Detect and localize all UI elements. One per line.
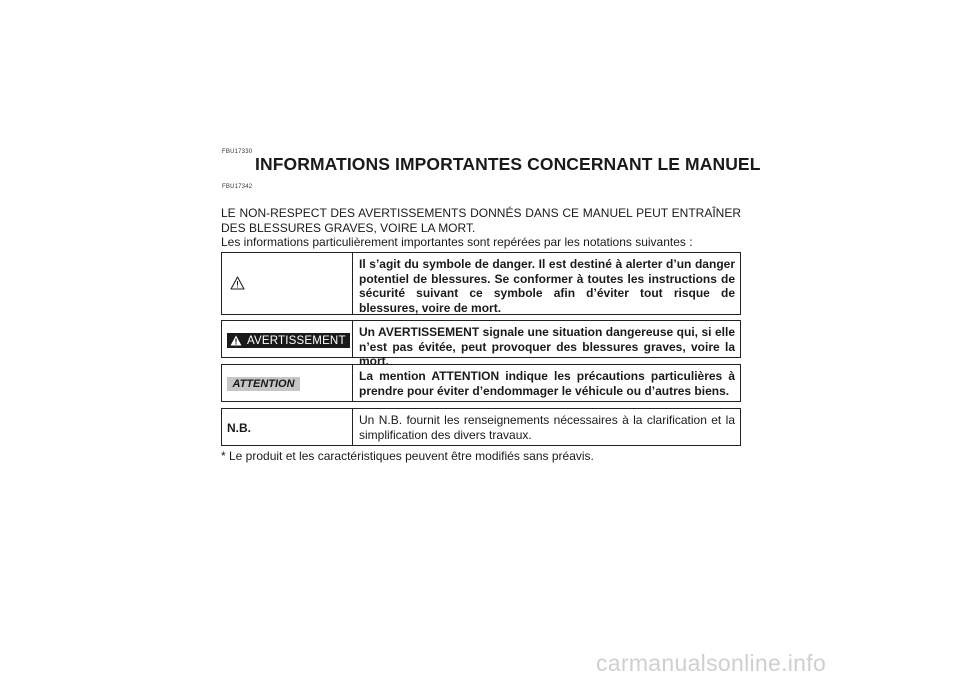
notation-symbol-cell xyxy=(222,365,353,401)
avertissement-badge xyxy=(227,333,350,348)
notation-symbol-cell xyxy=(222,321,353,357)
nb-label: N.B. xyxy=(227,421,251,435)
intro-warning-text: LE NON-RESPECT DES AVERTISSEMENTS DONNÉS DANS CE MANUEL PEUT ENTRAÎNER DES BLESSURES GRAVES, VOIRE LA MORT. xyxy=(221,206,741,235)
notation-row-avertissement xyxy=(221,320,741,368)
watermark: carmanualsonline.info xyxy=(596,650,827,676)
attention-badge: ATTENTION xyxy=(227,377,300,391)
notation-attention-text: La mention ATTENTION indique les précautions particulières à prendre pour éviter d’endommager le véhicule ou d’autres biens. xyxy=(359,369,735,398)
page-title: INFORMATIONS IMPORTANTES CONCERNANT LE MANUEL xyxy=(255,154,761,174)
warning-triangle-icon xyxy=(230,335,242,346)
intro-block xyxy=(221,206,741,250)
document-code-sub: FBU17342 xyxy=(222,184,253,190)
notation-symbol-cell xyxy=(222,253,353,314)
footnote: * Le produit et les caractéristiques peuvent être modifiés sans préavis. xyxy=(221,449,594,463)
notation-row-nb xyxy=(221,408,741,446)
document-code-top: FBU17330 xyxy=(222,149,253,155)
notation-row-attention xyxy=(221,364,741,402)
avertissement-label: AVERTISSEMENT xyxy=(247,334,346,347)
warning-triangle-icon xyxy=(230,276,245,290)
notation-symbol-cell xyxy=(222,409,353,445)
notation-danger-text: Il s’agit du symbole de danger. Il est destiné à alerter d’un danger potentiel de blessures. Se conformer à toutes les instructions de sécurité suivant ce symbole afin d’éviter tout risque de blessures, voire de mort. xyxy=(359,257,735,315)
notation-avertissement-text: Un AVERTISSEMENT signale une situation dangereuse qui, si elle n’est pas évitée, peut provoquer des blessures graves, voire la mort. xyxy=(359,325,735,368)
intro-notations-text: Les informations particulièrement importantes sont repérées par les notations suivantes : xyxy=(221,235,693,249)
notation-nb-text: Un N.B. fournit les renseignements nécessaires à la clarification et la simplification des divers travaux. xyxy=(359,413,735,442)
notation-row-danger xyxy=(221,252,741,315)
